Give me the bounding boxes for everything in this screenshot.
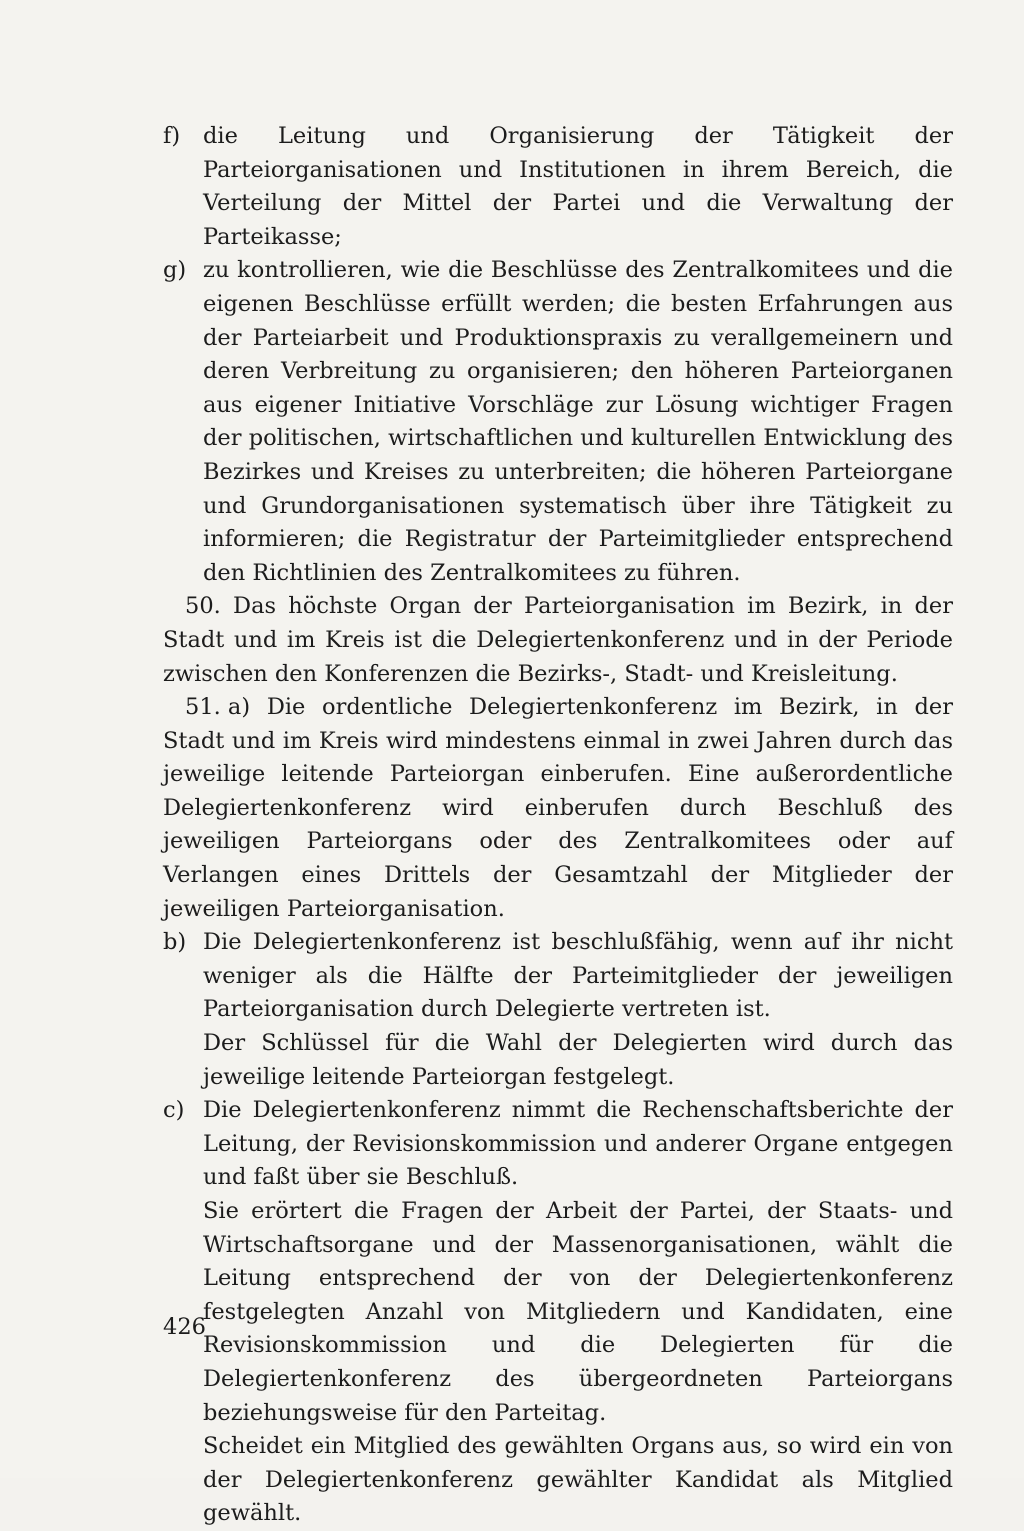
item-label: g)	[163, 257, 187, 284]
paragraph-text: Die ordentliche Delegiertenkonferenz im Bezirk, in der Stadt und im Kreis wird mindestens einmal in zwei Jahren durch das jeweilige leitende Parteiorgan einberufen. Eine außerordentliche Delegiertenkonferenz wird einberufen durch Beschluß des jeweiligen Parteiorgans oder des Zentralkomitees oder auf Verlangen eines Drittels der Gesamtzahl der Mitglieder der jeweiligen Parteiorganisation.	[163, 694, 953, 922]
list-item-f	[163, 120, 953, 254]
page-body	[163, 120, 953, 1531]
list-item-b	[163, 926, 953, 1094]
item-label: b)	[163, 929, 187, 956]
paragraph-text: Das höchste Organ der Parteiorganisation im Bezirk, in der Stadt und im Kreis ist die Delegiertenkonferenz und in der Periode zwischen den Konferenzen die Bezirks-, Stadt- und Kreisleitung.	[163, 593, 954, 687]
item-text: Sie erörtert die Fragen der Arbeit der Partei, der Staats- und Wirtschaftsorgane und der Massenorganisationen, wählt die Leitung entsprechend der von der Delegiertenkonferenz festgelegten Anzahl von Mitgliedern und Kandidaten, eine Revisionskommission und die Delegierten für die Delegiertenkonferenz des übergeordneten Parteiorgans beziehungsweise für den Parteitag.	[203, 1198, 953, 1426]
page-number: 426	[163, 1314, 206, 1340]
item-text: Die Delegiertenkonferenz ist beschlußfähig, wenn auf ihr nicht weniger als die Hälfte der Parteimitglieder der jeweiligen Parteiorganisation durch Delegierte vertreten ist.	[203, 929, 953, 1023]
paragraph-number: 50.	[185, 593, 221, 620]
item-text: Die Delegiertenkonferenz nimmt die Rechenschaftsberichte der Leitung, der Revisionskommission und anderer Organe entgegen und faßt über sie Beschluß.	[203, 1097, 953, 1191]
list-item-g	[163, 254, 953, 590]
item-text: zu kontrollieren, wie die Beschlüsse des Zentralkomitees und die eigenen Beschlüsse erfüllt werden; die besten Erfahrungen aus der Parteiarbeit und Produktionspraxis zu verallgemeinern und deren Verbreitung zu organisieren; den höheren Parteiorganen aus eigener Initiative Vorschläge zur Lösung wichtiger Fragen der politischen, wirtschaftlichen und kulturellen Entwicklung des Bezirkes und Kreises zu unterbreiten; die höheren Parteiorgane und Grundorganisationen systematisch über ihre Tätigkeit zu informieren; die Registratur der Parteimitglieder entsprechend den Richtlinien des Zentralkomitees zu führen.	[203, 257, 953, 586]
paragraph-51a	[163, 691, 953, 926]
paragraph-number: 51. a)	[185, 694, 251, 721]
item-text: Der Schlüssel für die Wahl der Delegierten wird durch das jeweilige leitende Parteiorgan festgelegt.	[203, 1030, 953, 1090]
list-item-c	[163, 1094, 953, 1531]
item-label: c)	[163, 1097, 185, 1124]
paragraph-50	[163, 590, 953, 691]
item-label: f)	[163, 123, 181, 149]
item-text: Scheidet ein Mitglied des gewählten Organs aus, so wird ein von der Delegiertenkonferenz gewählter Kandidat als Mitglied gewählt.	[203, 1433, 953, 1527]
item-text: die Leitung und Organisierung der Tätigkeit der Parteiorganisationen und Institutionen in ihrem Bereich, die Verteilung der Mittel der Partei und die Verwaltung der Parteikasse;	[203, 123, 953, 250]
